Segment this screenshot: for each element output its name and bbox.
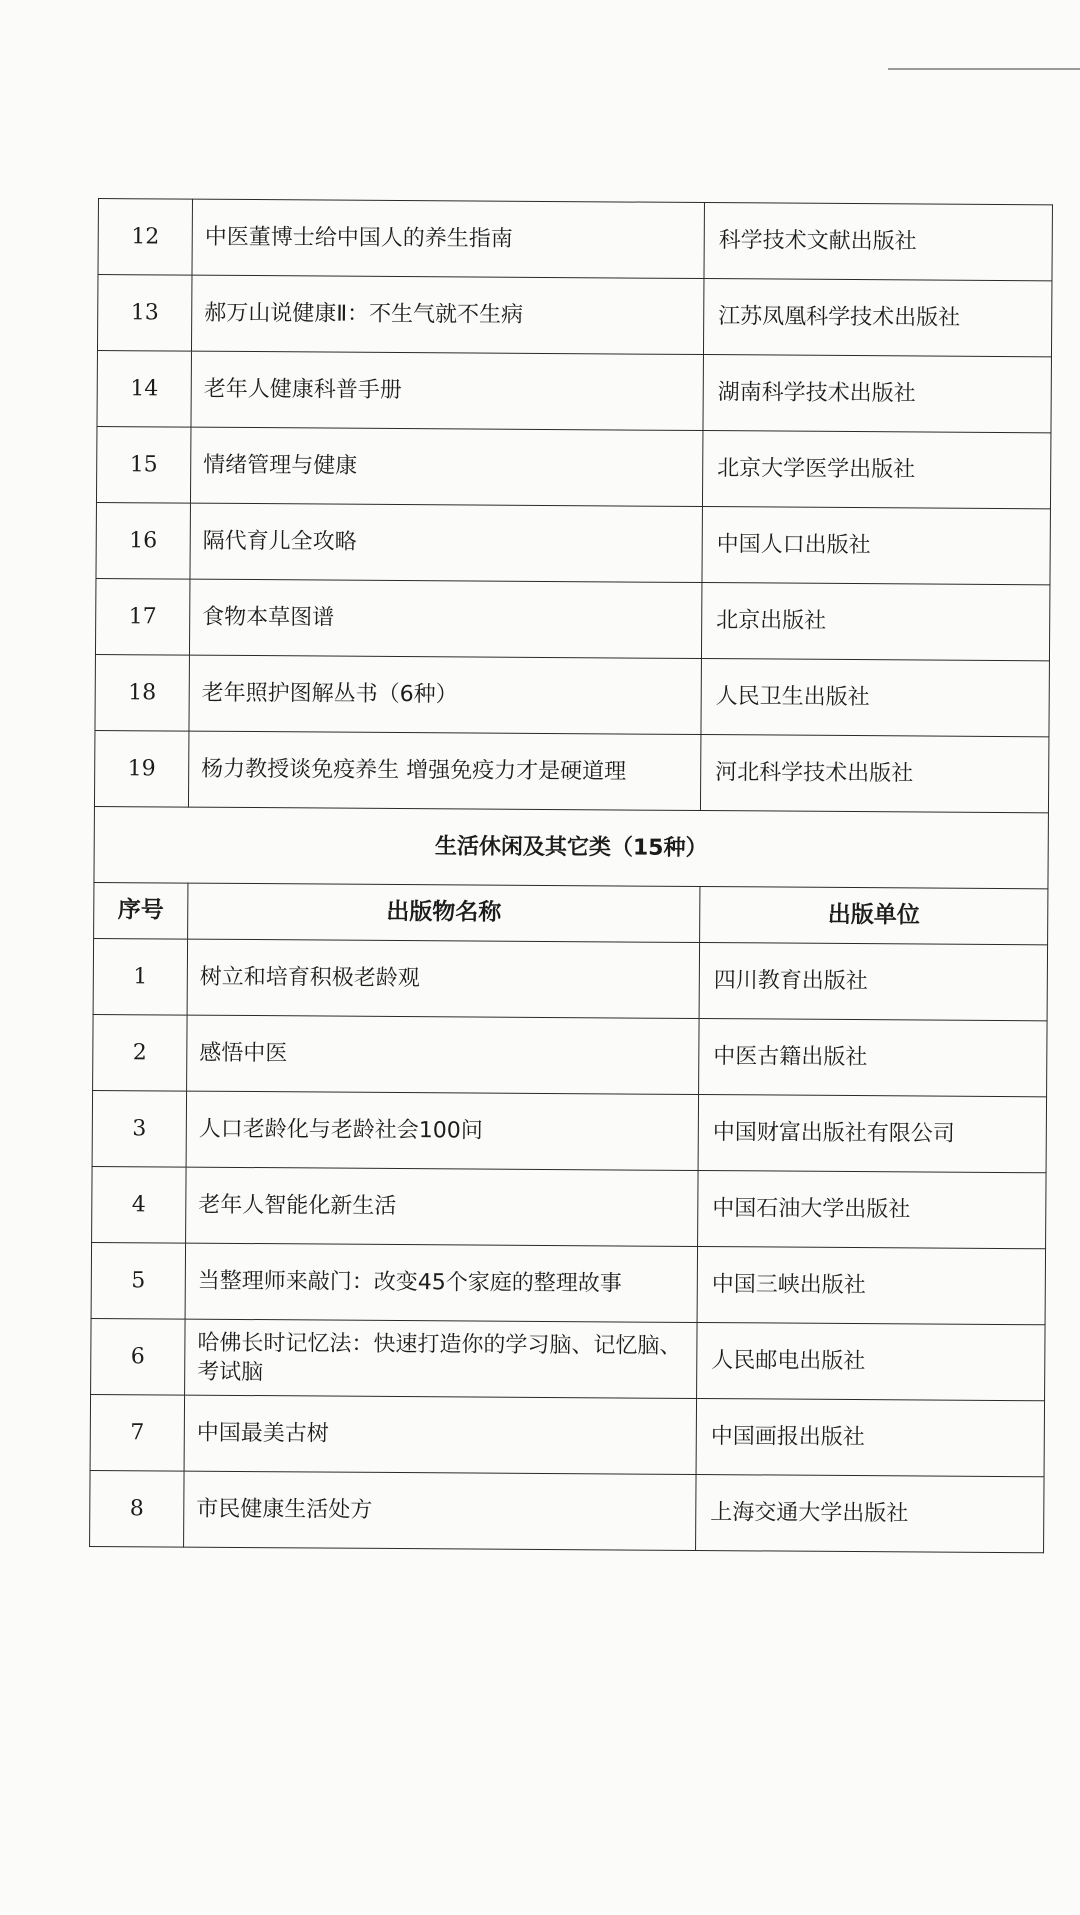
row-number: 7 xyxy=(90,1394,185,1471)
publication-name: 人口老龄化与老龄社会100问 xyxy=(186,1091,698,1170)
table-row xyxy=(94,730,1048,812)
row-number: 17 xyxy=(95,578,190,655)
row-number: 15 xyxy=(96,426,191,503)
row-number: 16 xyxy=(96,502,191,579)
header-number: 序号 xyxy=(94,882,188,939)
publication-name: 食物本草图谱 xyxy=(189,579,701,658)
publication-list-table xyxy=(89,198,1053,1553)
table-row xyxy=(91,1318,1045,1400)
publication-name: 市民健康生活处方 xyxy=(184,1471,696,1550)
row-number: 3 xyxy=(92,1090,187,1167)
publication-name: 老年人健康科普手册 xyxy=(191,351,703,430)
table-header-row xyxy=(94,882,1048,944)
row-number: 5 xyxy=(91,1242,186,1319)
row-number: 1 xyxy=(93,938,188,1015)
table-row xyxy=(90,1394,1044,1476)
row-number: 19 xyxy=(94,730,189,807)
table-row xyxy=(92,1166,1046,1248)
publication-name: 老年人智能化新生活 xyxy=(186,1167,698,1246)
publisher-name: 上海交通大学出版社 xyxy=(696,1474,1044,1552)
publisher-name: 北京大学医学出版社 xyxy=(702,431,1050,509)
row-number: 14 xyxy=(97,350,192,427)
publisher-name: 江苏凤凰科学技术出版社 xyxy=(703,279,1051,357)
publication-name: 树立和培育积极老龄观 xyxy=(187,939,699,1018)
table-row xyxy=(93,1014,1047,1096)
row-number: 4 xyxy=(92,1166,187,1243)
publisher-name: 中国财富出版社有限公司 xyxy=(698,1095,1046,1173)
section-heading-row xyxy=(94,806,1048,888)
row-number: 6 xyxy=(91,1318,186,1395)
publisher-name: 中国画报出版社 xyxy=(696,1398,1044,1476)
publisher-name: 北京出版社 xyxy=(701,583,1049,661)
table-row xyxy=(95,578,1049,660)
row-number: 2 xyxy=(93,1014,188,1091)
publication-name: 杨力教授谈免疫养生 增强免疫力才是硬道理 xyxy=(188,731,700,810)
publication-name: 郝万山说健康Ⅱ：不生气就不生病 xyxy=(191,275,703,354)
section-title: 生活休闲及其它类（15种） xyxy=(94,806,1048,888)
row-number: 18 xyxy=(95,654,190,731)
table-row xyxy=(92,1090,1046,1172)
table-row xyxy=(97,350,1051,432)
publisher-name: 中国人口出版社 xyxy=(702,507,1050,585)
publisher-name: 湖南科学技术出版社 xyxy=(703,355,1051,433)
table-row xyxy=(90,1470,1044,1552)
publication-name: 中医董博士给中国人的养生指南 xyxy=(192,199,704,278)
table-row xyxy=(91,1242,1045,1324)
publisher-name: 科学技术文献出版社 xyxy=(704,203,1052,281)
publication-name: 情绪管理与健康 xyxy=(190,427,702,506)
publisher-name: 河北科学技术出版社 xyxy=(700,735,1048,813)
scan-edge-mark xyxy=(888,68,1080,70)
row-number: 8 xyxy=(90,1470,185,1547)
header-publication-name: 出版物名称 xyxy=(188,883,700,942)
publisher-name: 人民邮电出版社 xyxy=(697,1322,1045,1400)
publication-name: 隔代育儿全攻略 xyxy=(190,503,702,582)
header-publisher: 出版单位 xyxy=(700,887,1048,945)
row-number: 13 xyxy=(97,275,192,352)
publication-name: 当整理师来敲门：改变45个家庭的整理故事 xyxy=(185,1243,697,1322)
publication-name: 哈佛长时记忆法：快速打造你的学习脑、记忆脑、考试脑 xyxy=(185,1319,697,1398)
table-row xyxy=(98,199,1052,281)
row-number: 12 xyxy=(98,199,193,276)
table-row xyxy=(95,654,1049,736)
publication-name: 感悟中医 xyxy=(187,1015,699,1094)
publisher-name: 四川教育出版社 xyxy=(699,943,1047,1021)
publisher-name: 中医古籍出版社 xyxy=(699,1019,1047,1097)
publisher-name: 中国石油大学出版社 xyxy=(698,1171,1046,1249)
publisher-name: 人民卫生出版社 xyxy=(701,659,1049,737)
publisher-name: 中国三峡出版社 xyxy=(697,1246,1045,1324)
table-row xyxy=(96,502,1050,584)
table-row xyxy=(93,938,1047,1020)
publication-name: 老年照护图解丛书（6种） xyxy=(189,655,701,734)
publication-name: 中国最美古树 xyxy=(184,1395,696,1474)
table-row xyxy=(96,426,1050,508)
table-row xyxy=(97,275,1051,357)
